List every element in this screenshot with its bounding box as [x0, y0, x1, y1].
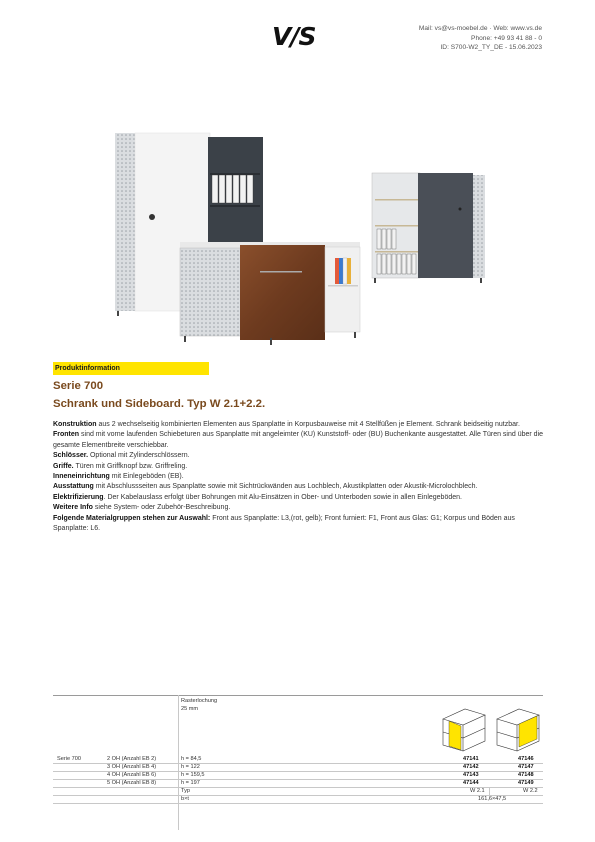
config-cell: 2 OH (Anzahl EB 2): [107, 756, 157, 762]
section-badge: Produktinformation: [53, 362, 209, 375]
config-cell: 5 OH (Anzahl EB 8): [107, 780, 157, 786]
height-cell: h = 197: [181, 780, 200, 786]
product-subtitle: Schrank und Sideboard. Typ W 2.1+2.2.: [53, 398, 266, 410]
height-cell: h = 84,5: [181, 756, 202, 762]
product-photo: [100, 125, 500, 350]
typ-w21: W 2.1: [470, 788, 485, 794]
paragraph-elektrifizierung: Elektrifizierung. Der Kabelauslass erfolgt über Bohrungen mit Alu-Einsätzen in Ober- und Unterboden sowie in allen Einlegeböden.: [53, 493, 462, 501]
article-number: 47142: [463, 764, 479, 770]
paragraph-materialgruppen: Folgende Materialgruppen stehen zur Auswahl: Front aus Spanplatte: L3,(rot, gelb); Front furniert: F1, Front aus Glas: G1; Korpus und Böden aus Spanplatte: L6.: [53, 514, 515, 533]
vs-logo: V/S: [272, 22, 316, 51]
article-number: 47148: [518, 772, 534, 778]
sideboard: [180, 242, 360, 345]
document-id: ID: S700-W2_TY_DE - 15.06.2023: [440, 44, 542, 52]
bt-value: 161,6×47,5: [478, 796, 507, 802]
contact-mail-web: Mail: vs@vs-moebel.de · Web: www.vs.de: [418, 25, 542, 32]
paragraph-ausstattung: Ausstattung mit Abschlussseiten aus Spanplatte sowie mit Sichtrückwänden aus Lochblech, Akustikplatten oder Akustik-Microlochblech.: [53, 483, 478, 491]
right-cabinet: [372, 173, 485, 283]
article-number: 47144: [463, 780, 479, 786]
height-cell: h = 159,5: [181, 772, 205, 778]
table-row: [53, 795, 543, 804]
article-number: 47143: [463, 772, 479, 778]
paragraph-griffe: Griffe. Türen mit Griffknopf bzw. Griffreling.: [53, 462, 188, 470]
raster-label: Rasterlochung: [181, 698, 218, 704]
article-number: 47141: [463, 756, 479, 762]
config-cell: 3 OH (Anzahl EB 4): [107, 764, 157, 770]
paragraph-konstruktion: Konstruktion aus 2 wechselseitig kombinierten Elementen aus Spanplatte in Korpusbauweise mit 4 Stellfüßen je Element. Schrank beidseitig nutzbar.: [53, 421, 520, 428]
article-number: 47146: [518, 756, 534, 762]
diagram-w21-icon: [439, 701, 489, 753]
typ-w22: W 2.2: [523, 788, 538, 794]
paragraph-weitere-info: Weitere Info siehe System- oder Zubehör-Beschreibung.: [53, 504, 231, 512]
diagram-w22-icon: [493, 701, 543, 753]
contact-block: [419, 24, 542, 53]
paragraph-schloesser: Schlösser. Optional mit Zylinderschlössern.: [53, 452, 190, 460]
contact-phone: Phone: +49 93 41 88 - 0: [471, 34, 542, 42]
config-cell: 4 OH (Anzahl EB 6): [107, 772, 157, 778]
height-cell: h = 122: [181, 764, 200, 770]
description: [53, 420, 543, 534]
article-number: 47149: [518, 780, 534, 786]
paragraph-inneneinrichtung: Inneneinrichtung mit Einlegeböden (EB).: [53, 473, 184, 481]
article-number: 47147: [518, 764, 534, 770]
bt-label: b×t: [181, 796, 189, 802]
paragraph-fronten: Fronten sind mit vorne laufenden Schiebeturen aus Spanplatte mit angeleimter (KU) Kunststoff- oder (BU) Buchenkante ausgestattet. Alle Türen sind über die gesamte Elementbreite verschiebbar.: [53, 431, 544, 449]
series-title: Serie 700: [53, 380, 104, 392]
series-cell: Serie 700: [57, 756, 81, 762]
typ-label: Typ: [181, 788, 191, 794]
raster-value: 25 mm: [181, 706, 199, 712]
